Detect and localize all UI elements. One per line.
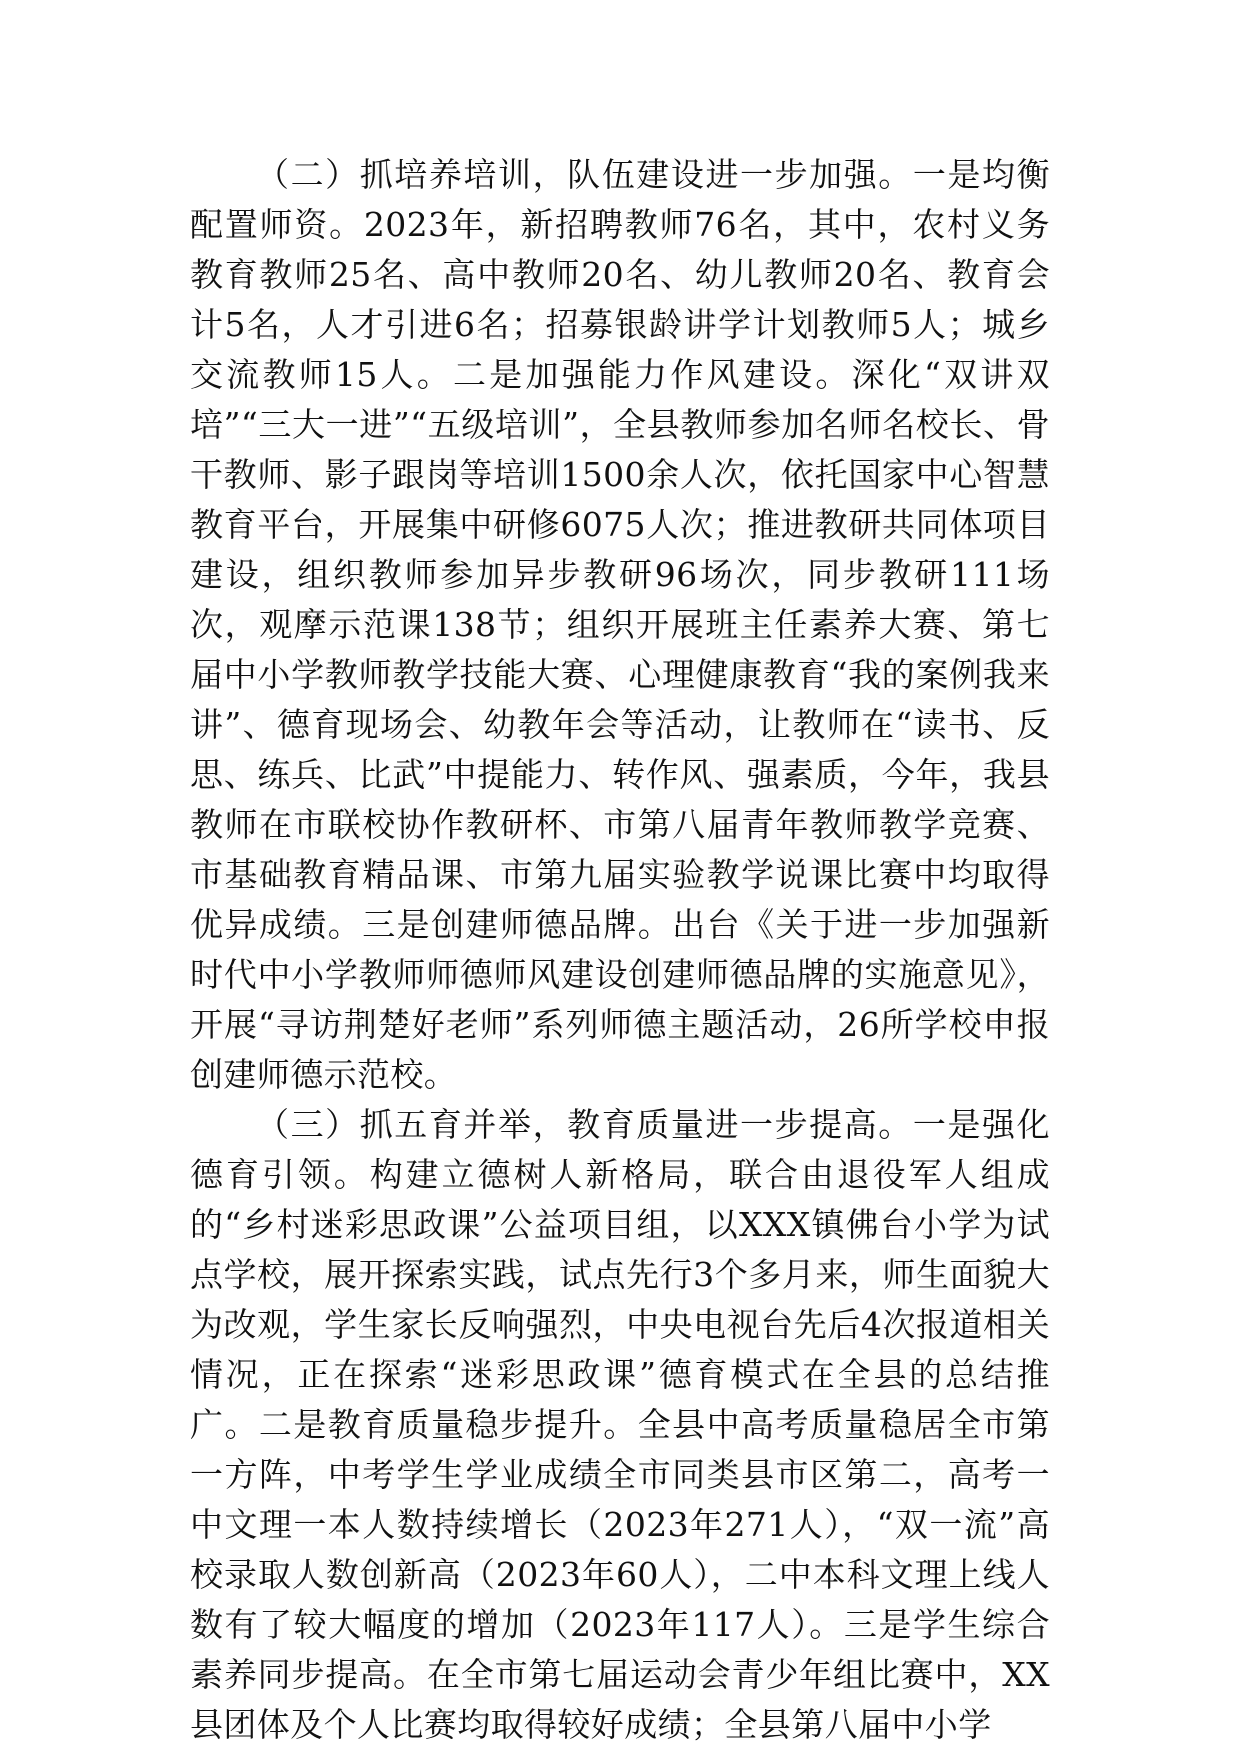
paragraph-teacher-training: （二）抓培养培训，队伍建设进一步加强。一是均衡配置师资。2023年，新招聘教师76名，其中，农村义务教育教师25名、高中教师20名、幼儿教师20名、教育会计5名，人才引进6名；招募银龄讲学计划教师5人；城乡交流教师15人。二是加强能力作风建设。深化“双讲双培”“三大一进”“五级培训”，全县教师参加名师名校长、骨干教师、影子跟岗等培训1500余人次，依托国家中心智慧教育平台，开展集中研修6075人次；推进教研共同体项目建设，组织教师参加异步教研96场次，同步教研111场次，观摩示范课138节；组织开展班主任素养大赛、第七届中小学教师教学技能大赛、心理健康教育“我的案例我来讲”、德育现场会、幼教年会等活动，让教师在“读书、反思、练兵、比武”中提能力、转作风、强素质，今年，我县教师在市联校协作教研杯、市第八届青年教师教学竞赛、市基础教育精品课、市第九届实验教学说课比赛中均取得优异成绩。三是创建师德品牌。出台《关于进一步加强新时代中小学教师师德师风建设创建师德品牌的实施意见》，开展“寻访荆楚好老师”系列师德主题活动，26所学校申报创建师德示范校。	[190, 155, 1050, 1094]
paragraph-education-quality: （三）抓五育并举，教育质量进一步提高。一是强化德育引领。构建立德树人新格局，联合由退役军人组成的“乡村迷彩思政课”公益项目组，以XXX镇佛台小学为试点学校，展开探索实践，试点先行3个多月来，师生面貌大为改观，学生家长反响强烈，中央电视台先后4次报道相关情况，正在探索“迷彩思政课”德育模式在全县的总结推广。二是教育质量稳步提升。全县中高考质量稳居全市第一方阵，中考学生学业成绩全市同类县市区第二，高考一中文理一本人数持续增长（2023年271人），“双一流”高校录取人数创新高（2023年60人），二中本科文理上线人数有了较大幅度的增加（2023年117人）。三是学生综合素养同步提高。在全市第七届运动会青少年组比赛中，XX县团体及个人比赛均取得较好成绩；全县第八届中小学	[190, 1105, 1050, 1744]
document-body	[190, 150, 1050, 1750]
